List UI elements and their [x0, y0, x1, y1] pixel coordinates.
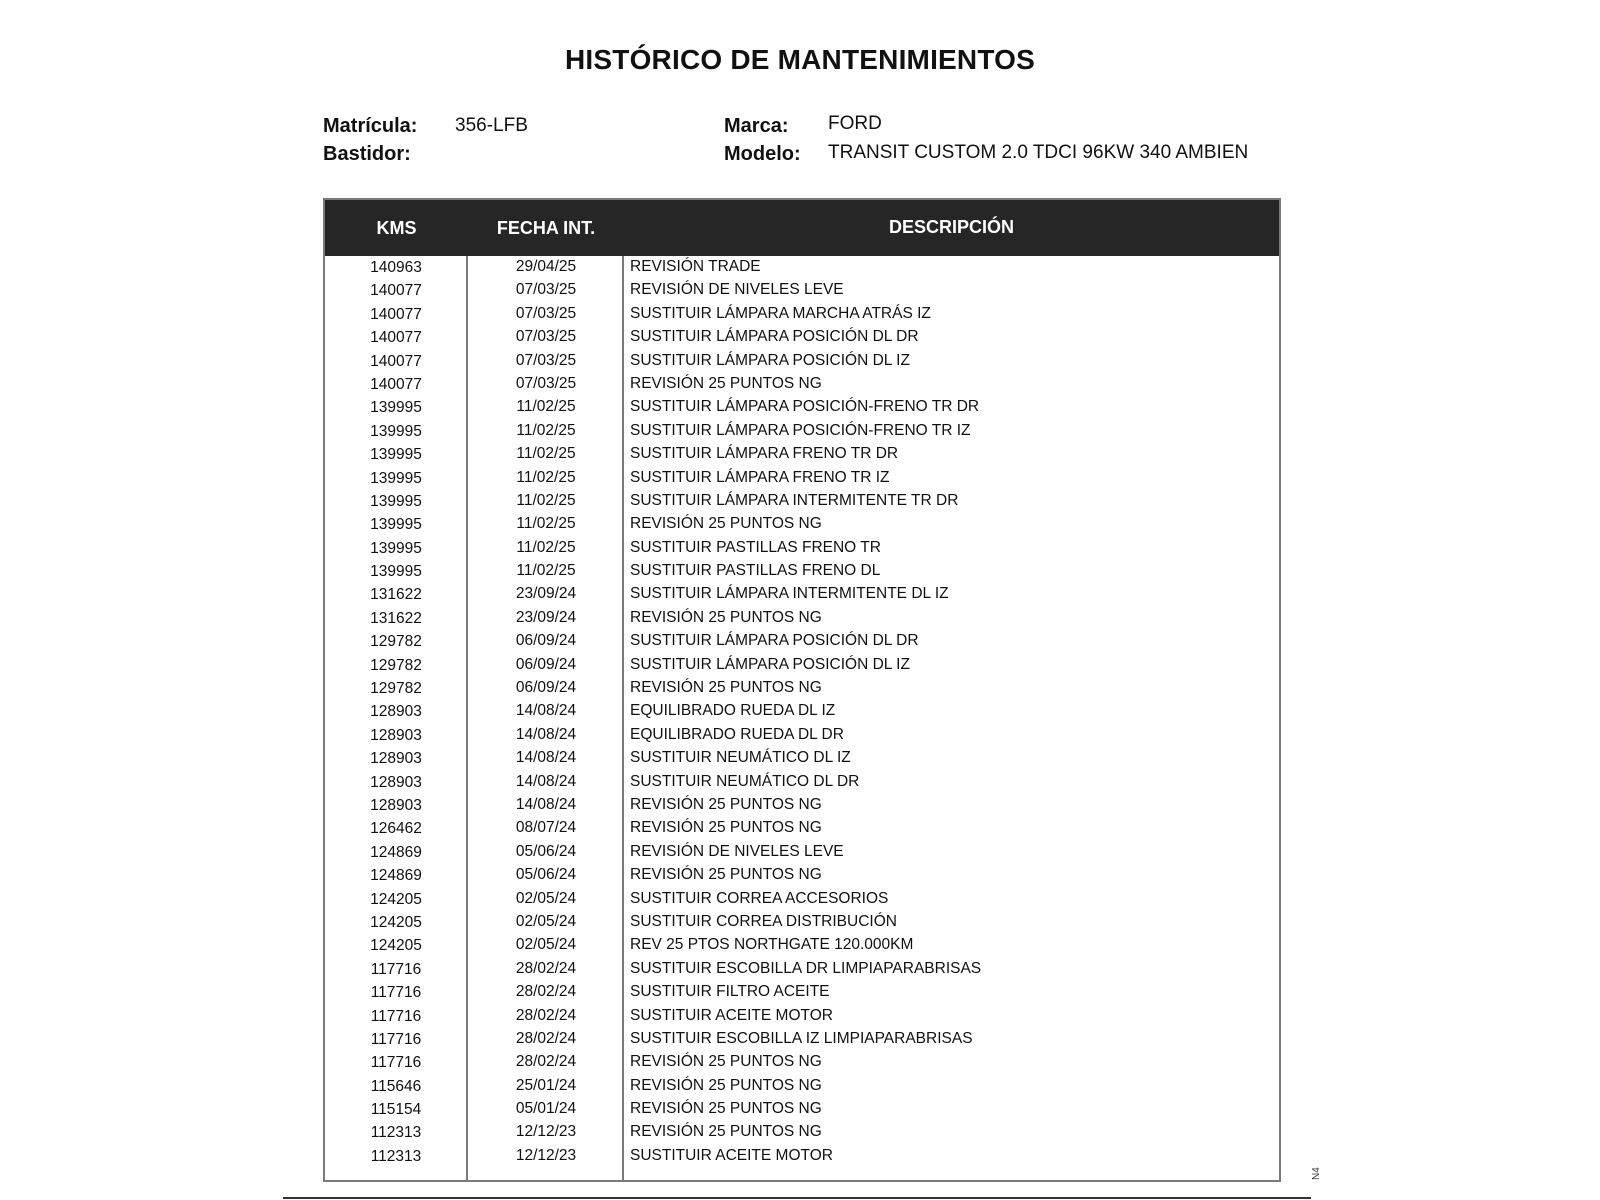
descripcion-cell: EQUILIBRADO RUEDA DL IZ — [630, 702, 836, 720]
fecha-cell: 07/03/25 — [515, 374, 577, 392]
kms-cell: 131622 — [370, 609, 422, 627]
fecha-cell: 23/09/24 — [515, 608, 577, 626]
descripcion-cell: REVISIÓN 25 PUNTOS NG — [630, 1076, 822, 1094]
table-row — [325, 537, 1279, 560]
kms-cell: 115646 — [370, 1077, 422, 1095]
fecha-cell: 05/01/24 — [515, 1100, 577, 1118]
fecha-cell: 25/01/24 — [515, 1076, 577, 1094]
descripcion-cell: SUSTITUIR LÁMPARA POSICIÓN DL IZ — [630, 351, 910, 369]
fecha-cell: 06/09/24 — [515, 679, 577, 697]
marca-label: Marca: — [724, 115, 789, 137]
fecha-cell: 14/08/24 — [515, 702, 577, 720]
modelo-value: TRANSIT CUSTOM 2.0 TDCI 96KW 340 AMBIEN — [828, 142, 1249, 163]
descripcion-cell: SUSTITUIR NEUMÁTICO DL IZ — [630, 749, 851, 767]
descripcion-cell: SUSTITUIR LÁMPARA INTERMITENTE DL IZ — [630, 585, 949, 603]
descripcion-cell: REVISIÓN 25 PUNTOS NG — [630, 608, 822, 626]
kms-cell: 140077 — [370, 352, 422, 370]
fecha-cell: 07/03/25 — [515, 281, 577, 299]
kms-cell: 124869 — [370, 867, 422, 885]
fecha-cell: 28/02/24 — [515, 1029, 577, 1047]
table-row — [325, 700, 1279, 723]
descripcion-cell: SUSTITUIR PASTILLAS FRENO TR — [630, 538, 881, 556]
kms-cell: 112313 — [370, 1124, 422, 1142]
fecha-cell: 11/02/25 — [516, 491, 576, 509]
fecha-cell: 07/03/25 — [515, 328, 577, 346]
kms-cell: 139995 — [370, 446, 422, 464]
table-row — [325, 607, 1279, 630]
descripcion-cell: REVISIÓN 25 PUNTOS NG — [630, 1100, 822, 1118]
matricula-value: 356-LFB — [455, 115, 528, 136]
descripcion-cell: SUSTITUIR ACEITE MOTOR — [630, 1146, 833, 1164]
table-row — [325, 841, 1279, 864]
descripcion-cell: SUSTITUIR ACEITE MOTOR — [630, 1006, 833, 1024]
kms-cell: 139995 — [370, 469, 422, 487]
table-row — [325, 654, 1279, 677]
descripcion-cell: SUSTITUIR LÁMPARA MARCHA ATRÁS IZ — [630, 304, 931, 322]
table-row — [325, 817, 1279, 840]
table-body — [325, 256, 1279, 1168]
fecha-cell: 11/02/25 — [516, 398, 576, 416]
fecha-cell: 11/02/25 — [516, 515, 576, 533]
table-row — [325, 1028, 1279, 1051]
table-header — [325, 200, 1279, 256]
kms-cell: 128903 — [370, 773, 422, 791]
kms-cell: 129782 — [370, 656, 422, 674]
table-row — [325, 373, 1279, 396]
descripcion-cell: SUSTITUIR ESCOBILLA DR LIMPIAPARABRISAS — [630, 959, 982, 977]
kms-cell: 117716 — [370, 1054, 422, 1072]
kms-cell: 129782 — [370, 680, 422, 698]
descripcion-cell: REVISIÓN 25 PUNTOS NG — [630, 515, 822, 533]
kms-cell: 139995 — [370, 399, 422, 417]
descripcion-cell: SUSTITUIR CORREA DISTRIBUCIÓN — [630, 912, 897, 930]
bastidor-label: Bastidor: — [323, 143, 411, 165]
table-row — [325, 1051, 1279, 1074]
margin-mark: N4 — [1311, 1167, 1322, 1180]
kms-cell: 112313 — [370, 1147, 422, 1165]
fecha-cell: 02/05/24 — [515, 912, 577, 930]
table-row — [325, 864, 1279, 887]
descripcion-cell: EQUILIBRADO RUEDA DL DR — [630, 725, 844, 743]
marca-value: FORD — [828, 113, 882, 134]
table-row — [325, 420, 1279, 443]
kms-cell: 126462 — [370, 820, 422, 838]
table-row — [325, 490, 1279, 513]
fecha-cell: 14/08/24 — [515, 725, 577, 743]
kms-cell: 139995 — [370, 422, 422, 440]
fecha-cell: 14/08/24 — [515, 772, 577, 790]
fecha-cell: 05/06/24 — [515, 866, 577, 884]
kms-cell: 140077 — [370, 329, 422, 347]
fecha-cell: 23/09/24 — [515, 585, 577, 603]
kms-cell: 140963 — [370, 259, 422, 276]
table-row — [325, 1121, 1279, 1144]
kms-cell: 140077 — [370, 282, 422, 300]
descripcion-cell: SUSTITUIR NEUMÁTICO DL DR — [630, 772, 860, 790]
descripcion-cell: REVISIÓN 25 PUNTOS NG — [630, 1123, 822, 1141]
fecha-cell: 06/09/24 — [515, 655, 577, 673]
descripcion-cell: SUSTITUIR PASTILLAS FRENO DL — [630, 562, 881, 580]
kms-cell: 124205 — [370, 937, 422, 955]
kms-cell: 139995 — [370, 563, 422, 581]
fecha-cell: 14/08/24 — [515, 795, 577, 813]
table-row — [325, 256, 1279, 279]
descripcion-cell: REVISIÓN 25 PUNTOS NG — [630, 819, 822, 837]
table-row — [325, 1145, 1279, 1168]
table-row — [325, 981, 1279, 1004]
kms-cell: 117716 — [370, 1007, 422, 1025]
page-title: HISTÓRICO DE MANTENIMIENTOS — [564, 44, 1035, 75]
kms-cell: 124205 — [370, 913, 422, 931]
fecha-cell: 07/03/25 — [515, 304, 577, 322]
fecha-cell: 05/06/24 — [515, 842, 577, 860]
header-kms: KMS — [376, 218, 417, 238]
table-row — [325, 443, 1279, 466]
fecha-cell: 11/02/25 — [516, 421, 576, 439]
table-row — [325, 724, 1279, 747]
fecha-cell: 14/08/24 — [515, 749, 577, 767]
descripcion-cell: SUSTITUIR LÁMPARA INTERMITENTE TR DR — [630, 491, 959, 509]
kms-cell: 128903 — [370, 726, 422, 744]
kms-cell: 117716 — [370, 984, 422, 1002]
descripcion-cell: SUSTITUIR LÁMPARA POSICIÓN DL DR — [630, 328, 919, 346]
bottom-rule — [283, 1197, 1311, 1199]
descripcion-cell: SUSTITUIR CORREA ACCESORIOS — [630, 889, 889, 907]
modelo-label: Modelo: — [724, 143, 801, 165]
table-row — [325, 958, 1279, 981]
descripcion-cell: REVISIÓN DE NIVELES LEVE — [630, 842, 844, 860]
fecha-cell: 28/02/24 — [515, 1053, 577, 1071]
table-row — [325, 1005, 1279, 1028]
table-row — [325, 1075, 1279, 1098]
kms-cell: 124869 — [370, 843, 422, 861]
fecha-cell: 02/05/24 — [515, 936, 577, 954]
table-row — [325, 794, 1279, 817]
fecha-cell: 11/02/25 — [516, 445, 576, 463]
table-row — [325, 677, 1279, 700]
kms-cell: 117716 — [370, 1030, 422, 1048]
table-row — [325, 934, 1279, 957]
table-row — [325, 747, 1279, 770]
descripcion-cell: REVISIÓN 25 PUNTOS NG — [630, 374, 822, 392]
kms-cell: 131622 — [370, 586, 422, 604]
descripcion-cell: REV 25 PTOS NORTHGATE 120.000KM — [630, 936, 914, 954]
fecha-cell: 28/02/24 — [515, 1006, 577, 1024]
kms-cell: 128903 — [370, 703, 422, 721]
descripcion-cell: SUSTITUIR LÁMPARA POSICIÓN DL IZ — [630, 655, 910, 673]
fecha-cell: 11/02/25 — [516, 538, 576, 556]
kms-cell: 139995 — [370, 539, 422, 557]
table-row — [325, 279, 1279, 302]
table-row — [325, 583, 1279, 606]
descripcion-cell: REVISIÓN 25 PUNTOS NG — [630, 679, 822, 697]
descripcion-cell: REVISIÓN 25 PUNTOS NG — [630, 866, 822, 884]
descripcion-cell: SUSTITUIR FILTRO ACEITE — [630, 983, 830, 1001]
kms-cell: 140077 — [370, 375, 422, 393]
kms-cell: 117716 — [370, 960, 422, 978]
table-row — [325, 911, 1279, 934]
table-row — [325, 326, 1279, 349]
fecha-cell: 12/12/23 — [515, 1123, 577, 1141]
maintenance-table — [323, 198, 1281, 1182]
fecha-cell: 29/04/25 — [515, 258, 577, 275]
table-row — [325, 1098, 1279, 1121]
table-row — [325, 467, 1279, 490]
fecha-cell: 08/07/24 — [515, 819, 577, 837]
table-row — [325, 630, 1279, 653]
descripcion-cell: REVISIÓN DE NIVELES LEVE — [630, 281, 844, 299]
table-row — [325, 560, 1279, 583]
descripcion-cell: SUSTITUIR LÁMPARA POSICIÓN-FRENO TR IZ — [630, 421, 971, 439]
kms-cell: 124205 — [370, 890, 422, 908]
descripcion-cell: REVISIÓN 25 PUNTOS NG — [630, 795, 822, 813]
descripcion-cell: SUSTITUIR ESCOBILLA IZ LIMPIAPARABRISAS — [630, 1029, 973, 1047]
kms-cell: 128903 — [370, 750, 422, 768]
kms-cell: 140077 — [370, 305, 422, 323]
fecha-cell: 28/02/24 — [515, 959, 577, 977]
kms-cell: 128903 — [370, 796, 422, 814]
header-fecha: FECHA INT. — [496, 218, 596, 238]
kms-cell: 129782 — [370, 633, 422, 651]
table-row — [325, 888, 1279, 911]
table-row — [325, 303, 1279, 326]
descripcion-cell: REVISIÓN TRADE — [630, 258, 761, 275]
table-row — [325, 396, 1279, 419]
fecha-cell: 07/03/25 — [515, 351, 577, 369]
table-row — [325, 771, 1279, 794]
descripcion-cell: SUSTITUIR LÁMPARA FRENO TR IZ — [630, 468, 890, 486]
descripcion-cell: REVISIÓN 25 PUNTOS NG — [630, 1053, 822, 1071]
descripcion-cell: SUSTITUIR LÁMPARA POSICIÓN DL DR — [630, 632, 919, 650]
kms-cell: 139995 — [370, 492, 422, 510]
kms-cell: 139995 — [370, 516, 422, 534]
matricula-label: Matrícula: — [323, 115, 418, 137]
kms-cell: 115154 — [370, 1101, 422, 1119]
fecha-cell: 11/02/25 — [516, 562, 576, 580]
fecha-cell: 28/02/24 — [515, 983, 577, 1001]
fecha-cell: 11/02/25 — [516, 468, 576, 486]
table-row — [325, 350, 1279, 373]
header-descripcion: DESCRIPCIÓN — [888, 217, 1014, 237]
descripcion-cell: SUSTITUIR LÁMPARA FRENO TR DR — [630, 445, 899, 463]
fecha-cell: 06/09/24 — [515, 632, 577, 650]
fecha-cell: 12/12/23 — [515, 1146, 577, 1164]
table-row — [325, 513, 1279, 536]
descripcion-cell: SUSTITUIR LÁMPARA POSICIÓN-FRENO TR DR — [630, 398, 980, 416]
fecha-cell: 02/05/24 — [515, 889, 577, 907]
